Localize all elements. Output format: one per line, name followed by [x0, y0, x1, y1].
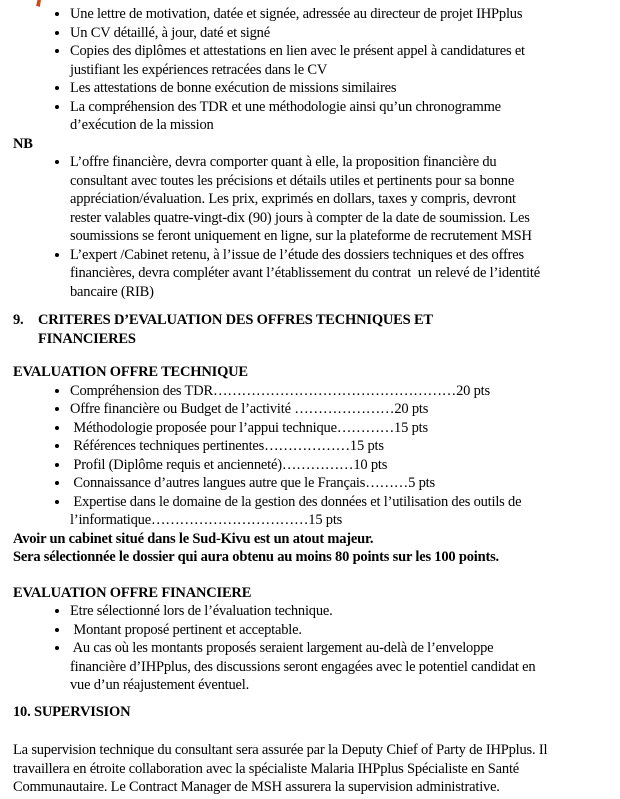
list-item: [70, 24, 607, 43]
dot-leader: ……………: [281, 456, 354, 473]
section-9-number: 9.: [13, 312, 24, 328]
text-line: • Une lettre de motivation, datée et signée, adressée au directeur de projet IHPplus: [70, 6, 523, 22]
criterion-label: Profil (Diplôme requis et ancienneté): [70, 456, 282, 473]
list-item: [70, 5, 607, 24]
list-item: [70, 639, 607, 695]
text-line: • Au cas où les montants proposés seraient largement au-delà de l’enveloppe: [70, 640, 494, 656]
points-value: 15 pts: [349, 438, 384, 454]
criterion-label: Connaissance d’autres langues autre que le Français: [70, 475, 366, 491]
list-item: [70, 621, 607, 640]
nb-list: [13, 153, 607, 301]
criterion-label: l’informatique: [70, 512, 151, 528]
list-item: [70, 79, 607, 98]
text-line: rester valables quatre-vingt-dix (90) jours à compter de la date de soumission. Les: [70, 209, 530, 226]
text-line: financière d’IHPplus, des discussions seront engagées avec le potentiel candidat en: [70, 658, 536, 675]
list-item: [70, 382, 607, 401]
text-line: • Etre sélectionné lors de l’évaluation technique.: [70, 603, 333, 619]
points-value: 20 pts: [456, 382, 490, 399]
list-item: [70, 419, 607, 438]
list-item: [70, 400, 607, 419]
text-line: • Copies des diplômes et attestations en lien avec le présent appel à candidatures et: [70, 43, 525, 59]
dot-leader: …………………: [294, 401, 395, 417]
dot-leader: ………………: [264, 438, 350, 454]
text-line: • Les attestations de bonne exécution de missions similaires: [70, 80, 397, 96]
text-line: appréciation/évaluation. Les prix, exprimés en dollars, taxes y compris, devront: [70, 191, 516, 207]
points-value: 15 pts: [394, 419, 428, 436]
dot-leader: ……………………………: [150, 512, 309, 528]
text-line: vue d’un réajustement éventuel.: [70, 677, 250, 693]
text-line: • L’expert /Cabinet retenu, à l’issue de l’étude des dossiers techniques et des offres: [70, 246, 524, 263]
section-10-heading: 10. SUPERVISION: [13, 703, 131, 720]
criterion-intro-line: • Expertise dans le domaine de la gestion des données et l’utilisation des outils de: [70, 493, 522, 510]
section-9-heading: [13, 311, 607, 348]
dossier-list: [13, 5, 607, 135]
points-value: 5 pts: [408, 475, 435, 491]
criterion-label: Compréhension des TDR: [70, 382, 213, 399]
list-item: [70, 153, 607, 246]
list-item: [70, 602, 607, 621]
text-line: La supervision technique du consultant sera assurée par la Deputy Chief of Party de IHPplus. Il: [13, 742, 548, 758]
nb-label: NB: [13, 135, 33, 152]
eval-financiere-heading: EVALUATION OFFRE FINANCIERE: [13, 584, 252, 601]
dot-leader: ……………………………………………: [212, 382, 457, 399]
criterion-label: Références techniques pertinentes: [70, 438, 265, 454]
points-value: 15 pts: [308, 512, 343, 528]
note-seuil-points: Sera sélectionnée le dossier qui aura obtenu au moins 80 points sur les 100 points.: [13, 549, 499, 565]
dot-leader: ………: [365, 475, 409, 491]
eval-technique-list: [13, 382, 607, 530]
text-line: d’exécution de la mission: [70, 117, 214, 133]
list-item: [70, 474, 607, 493]
points-value: 20 pts: [394, 401, 429, 417]
text-line: travaillera en étroite collaboration avec la spécialiste Malaria IHPplus Spécialiste en Santé: [13, 760, 520, 777]
list-item: [70, 493, 607, 530]
list-item: [70, 42, 607, 79]
text-line: Communautaire. Le Contract Manager de MSH assurera la supervision administrative.: [13, 779, 500, 795]
supervision-paragraph: [13, 741, 607, 797]
text-line: soumissions se feront uniquement en ligne, sur la plateforme de recrutement MSH: [70, 228, 532, 244]
text-line: bancaire (RIB): [70, 283, 154, 300]
text-line: • L’offre financière, devra comporter quant à elle, la proposition financière du: [70, 154, 497, 170]
eval-financiere-list: [13, 602, 607, 695]
list-item: [70, 246, 607, 302]
list-item: [70, 456, 607, 475]
points-value: 10 pts: [353, 456, 388, 473]
text-line: • Un CV détaillé, à jour, daté et signé: [70, 24, 270, 41]
text-line: • La compréhension des TDR et une méthodologie ainsi qu’un chronogramme: [70, 98, 501, 115]
eval-technique-heading: EVALUATION OFFRE TECHNIQUE: [13, 364, 248, 380]
dot-leader: …………: [336, 419, 395, 436]
text-line: justifiant les expériences retracées dans le CV: [70, 61, 328, 78]
text-line: • Montant proposé pertinent et acceptable.: [70, 621, 302, 638]
list-item: [70, 98, 607, 135]
criterion-label: Méthodologie proposée pour l’appui technique: [70, 419, 337, 436]
text-line: CRITERES D’EVALUATION DES OFFRES TECHNIQUES ET: [38, 312, 433, 328]
note-sud-kivu: Avoir un cabinet situé dans le Sud-Kivu est un atout majeur.: [13, 530, 374, 547]
text-line: consultant avec toutes les précisions et détails utiles et pertinents pour sa bonne: [70, 172, 515, 189]
text-line: financières, devra compléter avant l’établissement du contrat un relevé de l’identité: [70, 265, 540, 281]
criterion-label: Offre financière ou Budget de l’activité: [70, 401, 295, 417]
list-item: [70, 437, 607, 456]
text-line: FINANCIERES: [38, 330, 136, 347]
